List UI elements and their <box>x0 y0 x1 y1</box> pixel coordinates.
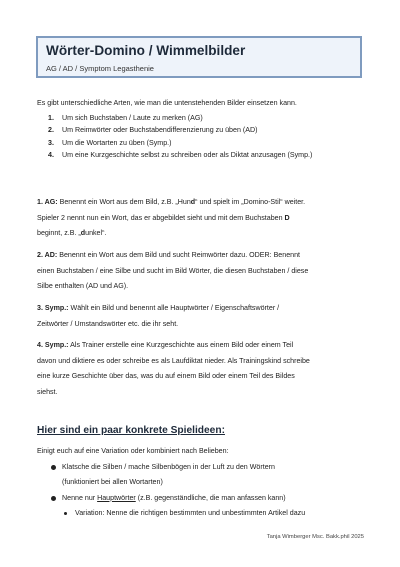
section-ad-line1 <box>37 248 367 264</box>
bold-letter: d <box>80 229 86 237</box>
section-ag-line3 <box>37 226 367 242</box>
section-ad-line3: Silbe enthalten (AD und AG). <box>37 282 129 290</box>
underlined-word: Hauptwörter <box>97 493 136 502</box>
ideas-block <box>37 444 367 522</box>
sub-bullet-icon <box>64 512 67 515</box>
list-item <box>48 112 368 124</box>
ideas-heading: Hier sind ein paar konkrete Spielideen: <box>37 425 225 436</box>
section-ag-label: 1. AG: <box>37 198 58 206</box>
list-item <box>37 460 367 476</box>
page-title: Wörter-Domino / Wimmelbilder <box>46 43 246 58</box>
section-ad-label: 2. AD: <box>37 251 58 259</box>
sub-list-item <box>37 506 367 522</box>
list-item <box>37 491 367 507</box>
text-fragment: Wählt ein Bild und benennt alle Hauptwörter / Eigenschaftswörter / <box>70 304 280 312</box>
list-item-text <box>62 491 286 507</box>
section-symp3-line2: Zeitwörter / Umstandswörter etc. die ihr seht. <box>37 319 179 328</box>
section-symp4 <box>37 338 367 400</box>
section-symp4-line1 <box>37 338 367 354</box>
bold-letter: d <box>190 198 196 206</box>
intro-text: Es gibt unterschiedliche Arten, wie man die untenstehenden Bilder einsetzen kann. <box>37 99 297 107</box>
list-item-text: (funktioniert bei allen Wortarten) <box>62 478 163 486</box>
section-symp3-line1 <box>37 301 367 317</box>
list-item-text: Um Reimwörter oder Buchstabendifferenzierung zu üben (AD) <box>62 126 258 135</box>
section-symp4-line3: eine kurze Geschichte über das, was du auf einem Bild oder einem Teil des Bildes <box>37 372 295 380</box>
footer-author: Tanja Wimberger Msc. Bakk.phil 2025 <box>266 534 364 540</box>
list-number: 4. <box>48 151 54 160</box>
list-item-text: Klatsche die Silben / mache Silbenbögen in der Luft zu den Wörtern <box>62 462 275 471</box>
section-ag-line2 <box>37 211 367 227</box>
section-symp3 <box>37 301 367 332</box>
page-subtitle: AG / AD / Symptom Legasthenie <box>46 64 154 73</box>
list-item <box>48 137 368 149</box>
ideas-intro: Einigt euch auf eine Variation oder kombiniert nach Belieben: <box>37 447 229 455</box>
text-fragment: beginnt, z.B. „ <box>37 229 81 237</box>
list-item <box>48 124 368 136</box>
list-number: 2. <box>48 126 54 135</box>
list-item-text: Um sich Buchstaben / Laute zu merken (AG) <box>62 114 203 122</box>
text-fragment: unkel“. <box>85 229 107 237</box>
section-ad-line2: einen Buchstaben / eine Silbe und sucht im Bild Wörter, die diesen Buchstaben / diese <box>37 266 309 275</box>
bullet-dot-icon <box>51 465 56 470</box>
section-ad <box>37 248 367 295</box>
text-fragment: Benennt ein Wort aus dem Bild, z.B. „Hun <box>59 198 191 206</box>
list-number: 3. <box>48 138 54 147</box>
list-item-text: Um die Wortarten zu üben (Symp.) <box>62 138 172 147</box>
list-item-continuation <box>37 475 367 491</box>
text-fragment: Als Trainer erstelle eine Kurzgeschichte aus einem Bild oder einem Teil <box>70 341 294 349</box>
bold-letter: D <box>284 213 290 222</box>
title-box <box>36 36 362 78</box>
section-symp3-label: 3. Symp.: <box>37 304 69 312</box>
section-ag <box>37 195 367 242</box>
list-number: 1. <box>48 114 54 122</box>
text-fragment: Spieler 2 nennt nun ein Wort, das er abgebildet sieht und mit dem Buchstaben <box>37 213 285 222</box>
list-item-text: Um eine Kurzgeschichte selbst zu schreiben oder als Diktat anzusagen (Symp.) <box>62 151 313 160</box>
text-fragment: Benennt ein Wort aus dem Bild und sucht Reimwörter dazu. ODER: Benennt <box>59 251 301 259</box>
list-item-text: Variation: Nenne die richtigen bestimmten und unbestimmten Artikel dazu <box>75 509 306 517</box>
section-ag-line1 <box>37 195 367 211</box>
section-symp4-label: 4. Symp.: <box>37 341 69 349</box>
text-fragment: “ und spielt im „Domino-Stil“ weiter. <box>195 198 306 206</box>
section-symp4-line2: davon und diktiere es oder schreibe es als Laufdiktat nieder. Als Trainingskind schreibe <box>37 356 310 365</box>
goals-list <box>48 112 368 162</box>
list-item <box>48 149 368 161</box>
bullet-dot-icon <box>51 496 56 501</box>
text-fragment: (z.B. gegenständliche, die man anfassen kann) <box>135 493 286 502</box>
section-symp4-line4: siehst. <box>37 387 58 396</box>
text-fragment: Nenne nur <box>62 493 98 502</box>
